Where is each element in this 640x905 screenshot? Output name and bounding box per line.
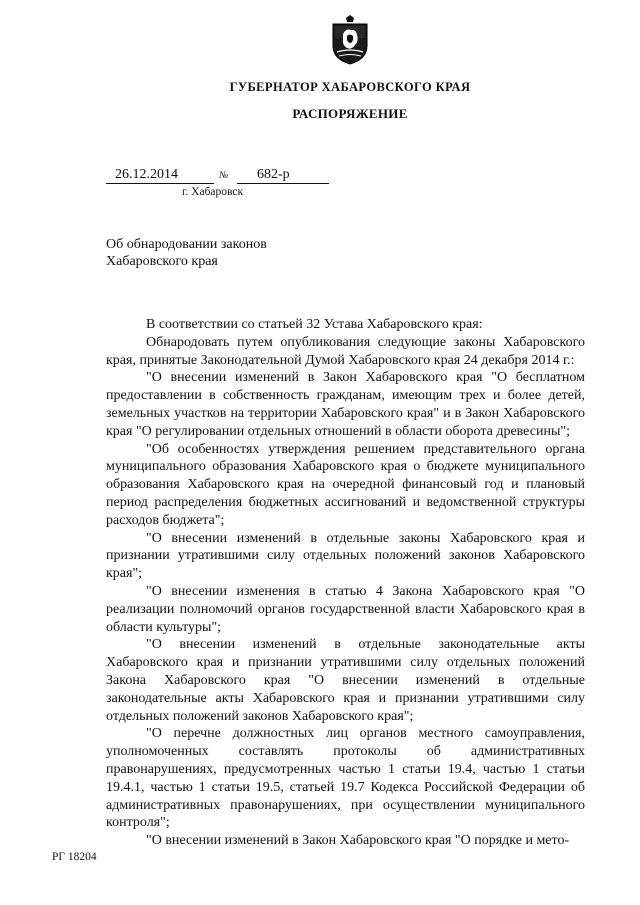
body-paragraph: Обнародовать путем опубликования следующие законы Хабаровского края, принятые Законодательной Думой Хабаровского края 24 декабря 2014 г.: — [106, 334, 585, 368]
city: г. Хабаровск — [182, 186, 244, 198]
document-date: 26.12.2014 — [106, 167, 214, 184]
law-title-paragraph: "О внесении изменений в отдельные законодательные акты Хабаровского края и признании утратившими силу отдельных положений Закона Хабаровского края "О внесении изменений в отдельные законодательные акты Хабаровского края и признании утратившими силу отдельных положений законов Хабаровского края"; — [106, 637, 585, 724]
document-number: 682-р — [237, 167, 329, 184]
law-title-paragraph: "О перечне должностных лиц органов местного самоуправления, уполномоченных составлять протоколы об административных правонарушениях, предусмотренных частью 1 статьи 19.4, частью 1 статьи 19.4.1, частью 1 статьи 19.5, статьей 19.7 Кодекса Российской Федерации об административных правонарушениях, при осуществлении муниципального контроля"; — [106, 726, 585, 831]
subject-line: Об обнародовании законов — [106, 237, 267, 252]
registry-code: РГ 18204 — [52, 851, 97, 863]
law-title-paragraph: "О внесении изменений в отдельные законы Хабаровского края и признании утратившими силу отдельных положений законов Хабаровского края"; — [106, 530, 585, 582]
document-subject — [106, 236, 267, 270]
law-title-paragraph: "Об особенностях утверждения решением представительного органа муниципального образования Хабаровского края о бюджете муниципального образования Хабаровского края на очередной финансовый год и плановый период распределения бюджетных ассигнований и ведомственной структуры расходов бюджета"; — [106, 441, 585, 528]
subject-line: Хабаровского края — [106, 254, 218, 269]
law-title-paragraph: "О внесении изменения в статью 4 Закона Хабаровского края "О реализации полномочий органов государственной власти Хабаровского края в области культуры"; — [106, 583, 585, 635]
body-paragraph: В соответствии со статьей 32 Устава Хабаровского края: — [146, 317, 483, 332]
document-type: РАСПОРЯЖЕНИЕ — [292, 106, 408, 121]
coat-of-arms-icon — [329, 12, 371, 66]
issuer-title: ГУБЕРНАТОР ХАБАРОВСКОГО КРАЯ — [229, 80, 471, 94]
law-title-paragraph: "О внесении изменений в Закон Хабаровского края "О бесплатном предоставлении в собственность гражданам, имеющим трех и более детей, земельных участков на территории Хабаровского края" и в Закон Хабаровского края "О регулировании отдельных отношений в области оборота древесины"; — [106, 370, 585, 439]
law-title-paragraph: "О внесении изменений в Закон Хабаровского края "О порядке и мето- — [146, 833, 570, 849]
number-sign: № — [219, 170, 229, 181]
document-body — [106, 316, 585, 850]
